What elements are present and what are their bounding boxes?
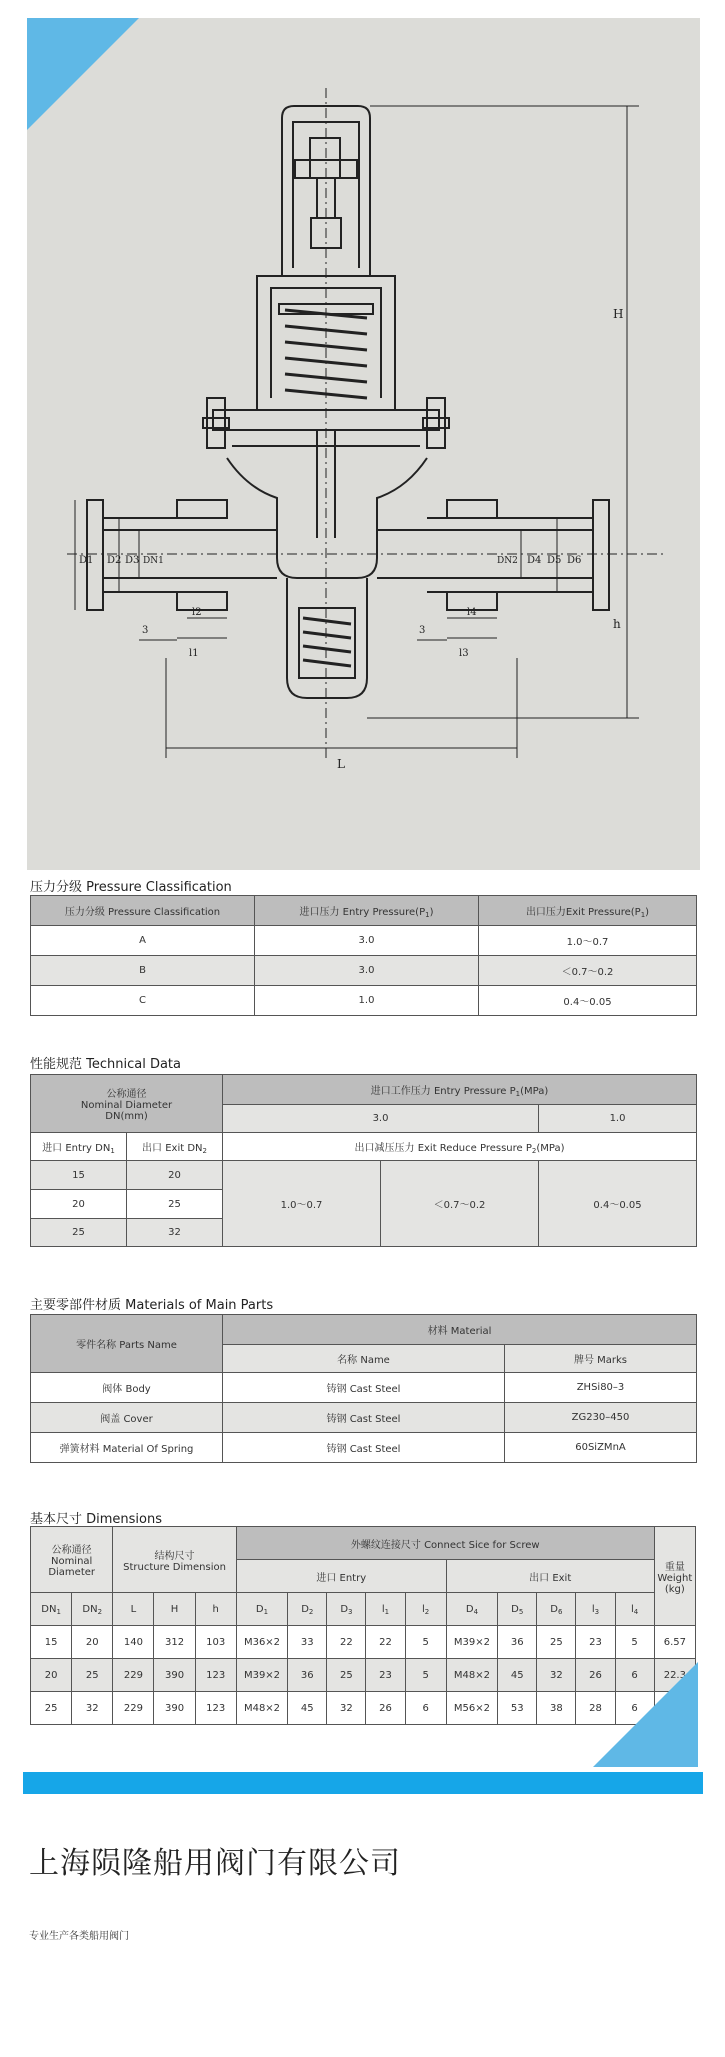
entry-pressure-1-0: 1.0 [539,1105,697,1133]
exit-reduce-pressure-header: 出口减压压力 Exit Reduce Pressure $P_2(MPa)$ [223,1133,697,1161]
dim-label-3-right: 3 [419,625,426,636]
pressure-exit-cell: ＜0.7～0.2 [479,956,697,986]
dim-label-H: H [613,307,624,321]
corner-accent-top-left [27,18,139,130]
entry-dn-cell: 25 [31,1219,127,1247]
material-mark-cell: 60SiZMnA [505,1433,697,1463]
pressure-exit-cell: 1.0～0.7 [479,926,697,956]
dim-exit-header: 出口 Exit [446,1560,654,1593]
dim-col-d6: $D_6$ [537,1593,576,1626]
dim-col-d2: $D_2$ [288,1593,327,1626]
exit-range-cell: ＜0.7～0.2 [381,1161,539,1247]
pressure-entry-cell: 3.0 [255,956,479,986]
table-row [31,1161,697,1190]
dim-screw-header: 外螺纹连接尺寸 Connect Sice for Screw [236,1527,654,1560]
technical-section-title: 性能规范 Technical Data [30,1057,181,1072]
material-mark-cell: ZG230–450 [505,1403,697,1433]
dim-label-D5: D5 [547,555,562,566]
parts-name-header: 零件名称 Parts Name [31,1315,223,1373]
dim-label-D4: D4 [527,555,542,566]
exit-dn-cell: 20 [127,1161,223,1190]
dim-col-L: L [113,1593,154,1626]
dim-col-H: H [154,1593,195,1626]
pressure-entry-cell: 1.0 [255,986,479,1016]
valve-technical-drawing [27,18,700,870]
dim-col-dn2: $DN_2$ [72,1593,113,1626]
pressure-header-exit: 出口压力Exit $Pressure(P_1)$ [479,896,697,926]
table-row: 25 32 229 390 123 M48×2 45 32 26 6 M56×2 53 38 28 6 27.3 [31,1692,696,1725]
entry-work-pressure-header: 进口工作压力 Entry Pressure $P_1(MPa)$ [223,1075,697,1105]
dim-col-d5: $D_5$ [498,1593,537,1626]
technical-table [30,1074,697,1247]
table-row [31,1373,697,1403]
pressure-exit-cell: 0.4～0.05 [479,986,697,1016]
dim-label-D2: D2 [107,555,122,566]
dim-label-D6: D6 [567,555,582,566]
dim-col-d4: $D_4$ [446,1593,497,1626]
materials-table [30,1314,697,1463]
entry-pressure-3-0: 3.0 [223,1105,539,1133]
dim-label-D3: D3 [125,555,140,566]
dim-col-l1: $l_1$ [366,1593,405,1626]
material-name-cell: 铸钢 Cast Steel [223,1403,505,1433]
dim-label-3-left: 3 [142,625,149,636]
exit-range-cell: 0.4～0.05 [539,1161,697,1247]
material-name-cell: 铸钢 Cast Steel [223,1433,505,1463]
dim-label-DN1: DN1 [143,556,164,566]
material-mark-cell: ZHSi80–3 [505,1373,697,1403]
dim-label-L: L [337,757,345,771]
part-name-cell: 阀盖 Cover [31,1403,223,1433]
dim-label-l4: l4 [467,607,477,618]
table-row [31,1433,697,1463]
dim-col-h: h [195,1593,236,1626]
pressure-class-cell: B [31,956,255,986]
exit-dn-cell: 25 [127,1190,223,1219]
table-row [31,956,697,986]
entry-dn-cell: 20 [31,1190,127,1219]
dimensions-section-title: 基本尺寸 Dimensions [30,1512,163,1527]
company-name: 上海陨隆船用阀门有限公司 [29,1846,401,1881]
material-name-header: 名称 Name [223,1345,505,1373]
dim-label-h: h [613,617,621,631]
table-row [31,926,697,956]
dim-col-d3: $D_3$ [327,1593,366,1626]
nominal-diameter-header: 公称通径 Nominal Diameter DN(mm) [31,1075,223,1133]
pressure-table [30,895,697,1016]
exit-range-cell: 1.0～0.7 [223,1161,381,1247]
dim-label-l1: l1 [189,648,199,659]
dim-col-l2: $l_2$ [405,1593,446,1626]
entry-dn-cell: 15 [31,1161,127,1190]
dim-structure-header: 结构尺寸 Structure Dimension [113,1527,236,1593]
exit-dn-cell: 32 [127,1219,223,1247]
pressure-header-entry: 进口压力 Entry $Pressure(P_1)$ [255,896,479,926]
corner-accent-bottom-right [593,1662,698,1767]
part-name-cell: 阀体 Body [31,1373,223,1403]
pressure-class-cell: A [31,926,255,956]
dim-col-d1: $D_1$ [236,1593,287,1626]
pressure-class-cell: C [31,986,255,1016]
pressure-section-title: 压力分级 Pressure Classification [30,880,232,895]
dim-label-D1: D1 [79,555,94,566]
table-row [31,1403,697,1433]
dim-label-l2: l2 [192,607,202,618]
pressure-header-row [31,896,697,926]
dim-nominal-header: 公称通径 Nominal Diameter [31,1527,113,1593]
dim-column-header-row [31,1593,696,1626]
entry-dn-header: 进口 Entry $DN_1$ [31,1133,127,1161]
dim-label-l3: l3 [459,648,469,659]
table-row: 15 20 140 312 103 M36×2 33 22 22 5 M39×2 36 25 23 5 6.57 [31,1626,696,1659]
material-name-cell: 铸钢 Cast Steel [223,1373,505,1403]
valve-cross-section-drawing [27,18,700,870]
pressure-entry-cell: 3.0 [255,926,479,956]
dim-col-l3: $l_3$ [576,1593,615,1626]
pressure-header-class: 压力分级 Pressure Classification [31,896,255,926]
dim-weight-header: 重量 Weight (kg) [654,1527,695,1626]
materials-section-title: 主要零部件材质 Materials of Main Parts [30,1298,274,1313]
exit-dn-header: 出口 Exit $DN_2$ [127,1133,223,1161]
accent-bar [23,1772,703,1794]
dim-col-l4: $l_4$ [615,1593,654,1626]
table-row [31,986,697,1016]
material-marks-header: 牌号 Marks [505,1345,697,1373]
part-name-cell: 弹簧材料 Material Of Spring [31,1433,223,1463]
material-header: 材料 Material [223,1315,697,1345]
dim-col-dn1: $DN_1$ [31,1593,72,1626]
company-tagline: 专业生产各类船用阀门 [29,1931,129,1942]
dim-entry-header: 进口 Entry [236,1560,446,1593]
table-row: 20 25 229 390 123 M39×2 36 25 23 5 M48×2 45 32 26 6 22.3 [31,1659,696,1692]
dim-label-DN2: DN2 [497,556,518,566]
